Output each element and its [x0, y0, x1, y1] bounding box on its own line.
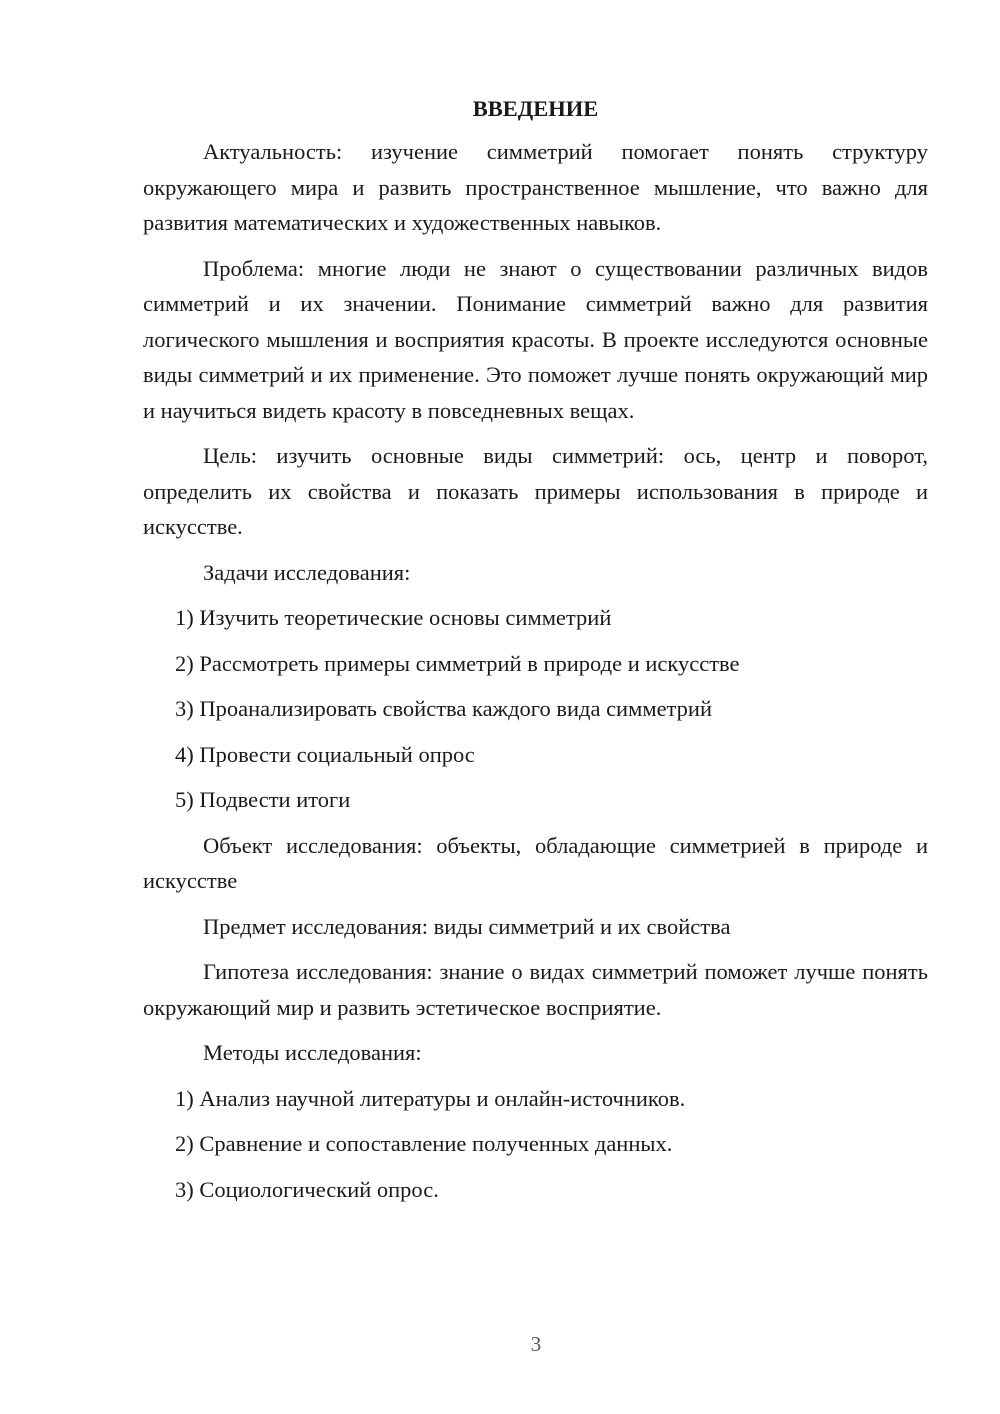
- list-item: 5) Подвести итоги: [175, 787, 351, 812]
- list-item: 1) Анализ научной литературы и онлайн-источников.: [175, 1085, 686, 1111]
- object-paragraph: Объект исследования: объекты, обладающие симметрией в природе и искусстве: [143, 832, 928, 893]
- tasks-heading: Задачи исследования:: [203, 559, 411, 585]
- subject-paragraph: Предмет исследования: виды симметрий и их свойства: [203, 913, 731, 939]
- list-item: 4) Провести социальный опрос: [175, 741, 475, 767]
- hypothesis-paragraph: Гипотеза исследования: знание о видах симметрий поможет лучше понять окружающий мир и развить эстетическое восприятие.: [143, 959, 928, 1020]
- methods-heading: Методы исследования:: [203, 1040, 422, 1065]
- list-item: 3) Проанализировать свойства каждого вида симметрий: [175, 696, 713, 721]
- methods-list: [143, 1081, 928, 1208]
- list-item: 2) Сравнение и сопоставление полученных данных.: [175, 1131, 673, 1156]
- page-content: [143, 94, 928, 1217]
- list-item: 2) Рассмотреть примеры симметрий в природе и искусстве: [175, 650, 740, 676]
- tasks-list: [143, 600, 928, 818]
- problem-paragraph: Проблема: многие люди не знают о существовании различных видов симметрий и их значении. Понимание симметрий важно для развития логического мышления и восприятия красоты. В проекте исследуются основные виды симметрий и их применение. Это поможет лучше понять окружающий мир и научиться видеть красоту в повседневных вещах.: [143, 255, 928, 423]
- relevance-paragraph: Актуальность: изучение симметрий помогает понять структуру окружающего мира и развить пространственное мышление, что важно для развития математических и художественных навыков.: [143, 139, 928, 235]
- list-item: 3) Социологический опрос.: [175, 1176, 439, 1202]
- page-number: 3: [530, 1332, 542, 1356]
- list-item: 1) Изучить теоретические основы симметрий: [175, 605, 612, 630]
- page-heading: ВВЕДЕНИЕ: [472, 96, 599, 121]
- goal-paragraph: Цель: изучить основные виды симметрий: ось, центр и поворот, определить их свойства и показать примеры использования в природе и искусстве.: [143, 443, 928, 539]
